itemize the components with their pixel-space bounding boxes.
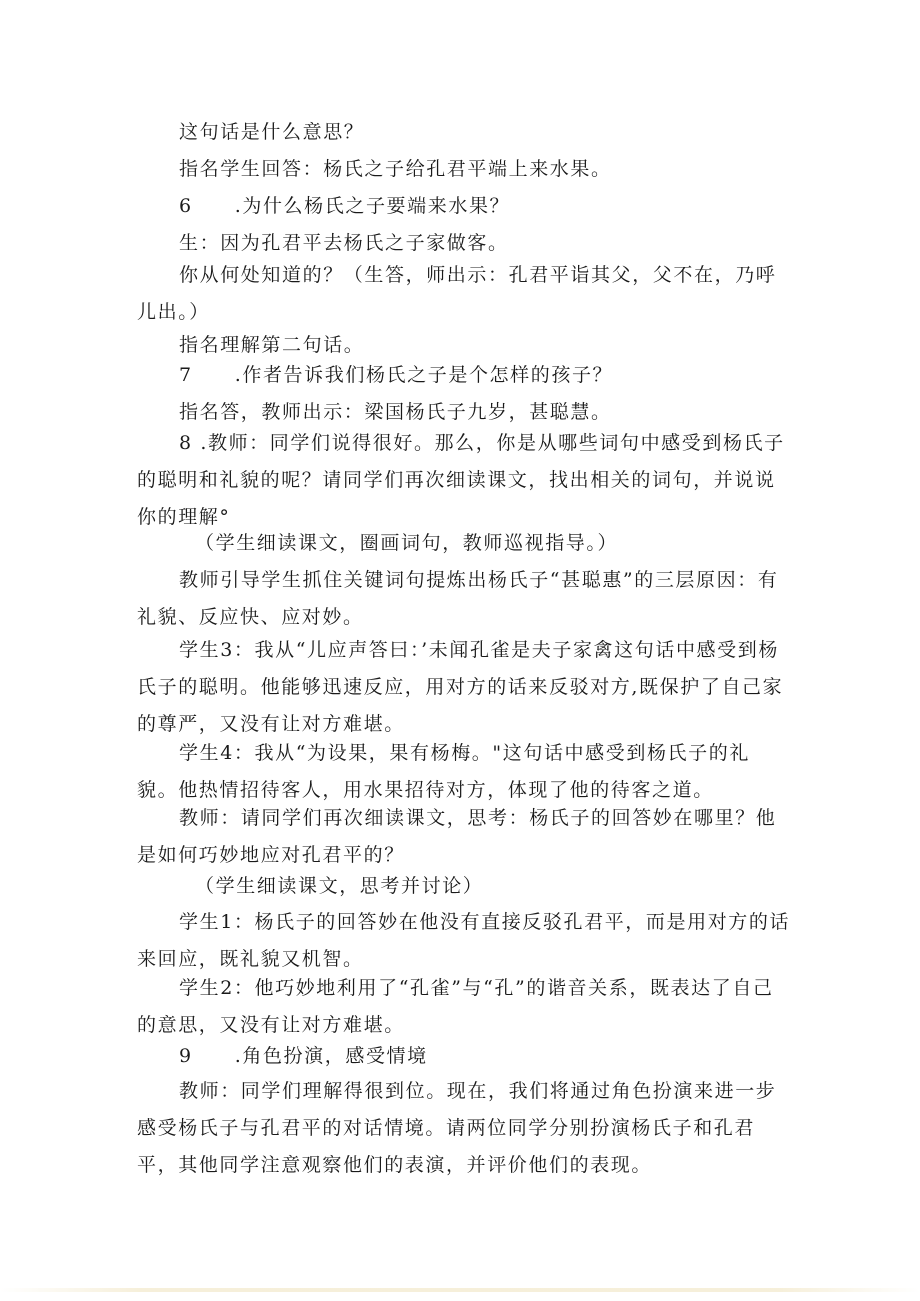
paragraph-student-1 (137, 904, 791, 978)
paragraph-item-7 (137, 357, 791, 394)
paragraph-item-6 (137, 188, 791, 225)
paragraph-student-2 (137, 970, 791, 1044)
paragraph-text: 学生2：他巧妙地利用了“孔雀”与“孔”的谐音关系，既表达了自己的意思，又没有让对方难堪。 (137, 977, 774, 1036)
paragraph-text: 指名学生回答：杨氏之子给孔君平端上来水果。 (179, 158, 612, 180)
paragraph-text: 教师引导学生抓住关键词句提炼出杨氏子“甚聪惠”的三层原因：有礼貌、反应快、应对妙。 (137, 569, 779, 628)
item-number: 7 (179, 364, 193, 386)
paragraph-text: （学生细读课文，圈画词句，教师巡视指导。） (195, 532, 619, 554)
paragraph-how-know (137, 257, 791, 331)
paragraph-student-answer-1 (137, 151, 791, 188)
paragraph-text: .角色扮演，感受情境 (234, 1045, 428, 1067)
paragraph-text: 学生4：我从“为设果，果有杨梅。"这句话中感受到杨氏子的礼貌。他热情招待客人，用水果招待对方，体现了他的待客之道。 (137, 742, 750, 801)
paragraph-text: 你从何处知道的？（生答，师出示：孔君平诣其父，父不在，乃呼儿出。） (137, 264, 777, 323)
paragraph-text: 指名答，教师出示：梁国杨氏子九岁，甚聪慧。 (179, 401, 612, 423)
paragraph-text: 教师：请同学们再次细读课文，思考：杨氏子的回答妙在哪里？他是如何巧妙地应对孔君平的？ (137, 807, 777, 866)
page-bottom-edge (0, 1288, 920, 1292)
paragraph-student-4 (137, 735, 791, 809)
paragraph-activity-2 (195, 868, 795, 905)
paragraph-text: （学生细读课文，思考并讨论） (195, 875, 484, 897)
paragraph-text: 8 .教师：同学们说得很好。那么，你是从哪些词句中感受到杨氏子的聪明和礼貌的呢？请同学们再次细读课文，找出相关的词句，并说说你的理解° (137, 432, 785, 528)
paragraph-question-meaning (137, 114, 791, 151)
paragraph-text: 这句话是什么意思？ (179, 121, 365, 143)
paragraph-activity-1 (195, 525, 795, 562)
item-number: 6 (179, 195, 193, 217)
paragraph-teacher-question (137, 800, 791, 874)
paragraph-teacher-guide (137, 562, 791, 636)
item-number: 9 (179, 1045, 193, 1067)
paragraph-role-play (137, 1073, 791, 1184)
paragraph-text: 生：因为孔君平去杨氏之子家做客。 (179, 232, 509, 254)
paragraph-text: .作者告诉我们杨氏之子是个怎样的孩子？ (234, 364, 614, 386)
paragraph-text: 教师：同学们理解得很到位。现在，我们将通过角色扮演来进一步感受杨氏子与孔君平的对话情境。请两位同学分别扮演杨氏子和孔君平，其他同学注意观察他们的表演，并评价他们的表现。 (137, 1080, 777, 1176)
paragraph-student-3 (137, 632, 791, 743)
paragraph-text: 学生3：我从“儿应声答曰：’未闻孔雀是夫子家禽这句话中感受到杨氏子的聪明。他能够迅速反应，用对方的话来反驳对方,既保护了自己家的尊严，又没有让对方难堪。 (137, 639, 784, 735)
paragraph-text: 学生1：杨氏子的回答妙在他没有直接反驳孔君平，而是用对方的话来回应，既礼貌又机智。 (137, 911, 791, 970)
paragraph-item-8 (137, 425, 791, 536)
paragraph-text: .为什么杨氏之子要端来水果？ (234, 195, 511, 217)
paragraph-item-9 (137, 1038, 791, 1075)
paragraph-text: 指名理解第二句话。 (179, 334, 365, 356)
